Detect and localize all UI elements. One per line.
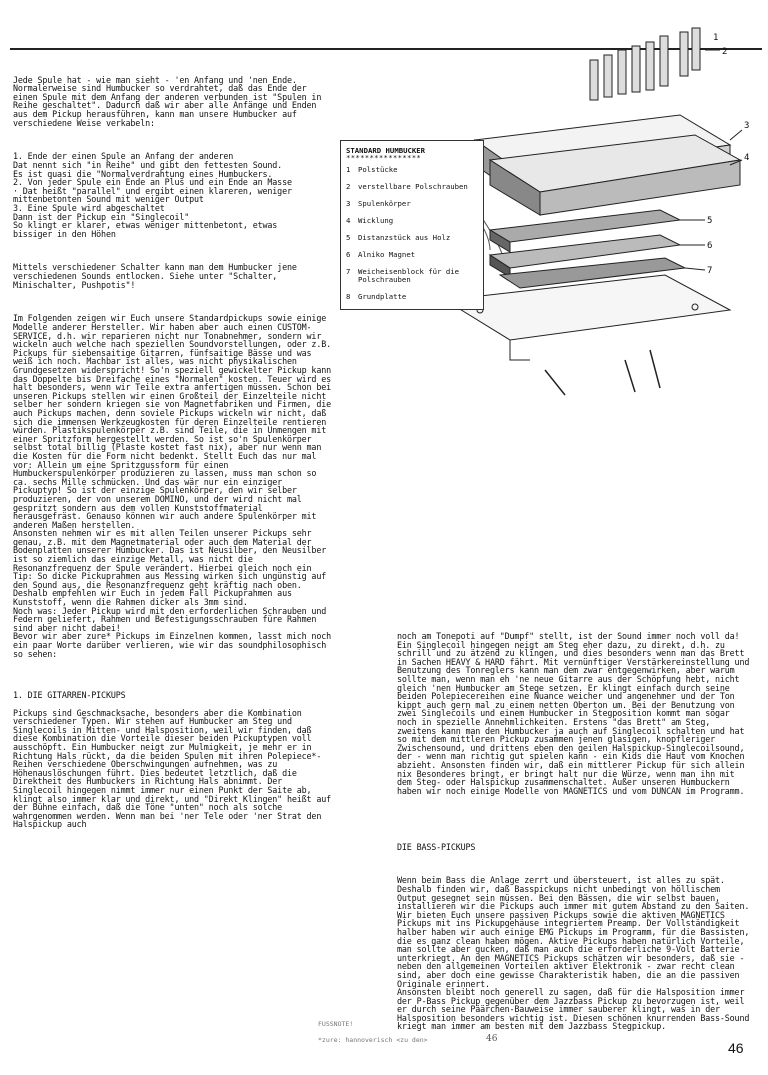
page-number: 46	[728, 1040, 744, 1056]
legend-item	[346, 268, 482, 284]
legend-item-text: Alniko Magnet	[358, 250, 416, 259]
section-bass-text: Wenn beim Bass die Anlage zerrt und übersteuert, ist alles zu spät. Deshalb finden wir, daß Basspickups nicht unbedingt von höllischem Output gesegnet sein müssen. Bei den Bässen, die wir selbst bauen, installieren wir die Pickups auch immer mit gutem Abstand zu den Saiten. Wir bieten Euch unsere passiven Pickups sowie die aktiven MAGNETICS Pickups mit ins Pickupgehäuse integriertem Preamp. Der Vollständigkeit halber haben wir auch einige EMG Pickups im Programm, für die Bassisten, die es ganz clean haben mögen. Aktive Pickups haben natürlich Vorteile, man sollte aber gucken, daß man auch die erforderliche 9-Volt Batterie unterkriegt. An den MAGNETICS Pickups schätzen wir besonders, daß sie - neben den allgemeinen Vorteilen aktiver Elektronik - zwar recht clean sind, aber doch eine gewisse Charakteristik haben, die an die passiven Originale erinnert. Ansonsten bleibt noch generell zu sagen, daß für die Halsposition immer der P-Bass Pickup gegenüber dem Jazzbass Pickup zu bevorzugen ist, weil er durch seine Päärchen-Bauweise immer sauberer klingt, was in der Halsposition besonders wichtig ist. Diesen schönen knurrenden Bass-Sound kriegt man immer am besten mit dem Jazzbass Stegpickup.	[397, 875, 750, 1032]
diagram-label-6: 6	[707, 241, 713, 251]
legend-item	[346, 251, 482, 259]
legend-item-text: Distanzstück aus Holz	[358, 233, 451, 242]
legend-item-text: verstellbare Polschrauben	[358, 182, 468, 191]
legend-title: STANDARD HUMBUCKER	[346, 146, 426, 155]
section-guitar-heading: 1. DIE GITARREN-PICKUPS	[13, 690, 126, 701]
diagram-label-4: 4	[744, 153, 750, 163]
diagram-label-7: 7	[707, 266, 713, 276]
legend-item-number: 2	[346, 182, 351, 191]
wiring-list: 1. Ende der einen Spule an Anfang der anderen Dat nennt sich "in Reihe" und gibt den fettesten Sound. Es ist quasi die "Normalverdrahtung eines Humbuckers. 2. Von jeder Spule ein Ende an Plus und ein Ende an Masse · Dat heißt "parallel" und ergibt einen klareren, weniger mittenbetonten Sound mit weniger Output 3. Eine Spule wird abgeschaltet Dann ist der Pickup ein "Singlecoil" So klingt er klarer, etwas weniger mittenbetont, etwas bissiger in den Höhen	[13, 151, 292, 239]
diagram-label-3: 3	[744, 121, 750, 131]
legend-item	[346, 217, 482, 225]
main-paragraph: Im Folgenden zeigen wir Euch unsere Standardpickups sowie einige Modelle anderer Hersteller. Wir haben aber auch einen CUSTOM-SERVICE, d.h. wir reparieren nicht nur Tonabnehmer, sondern wir wickeln auch welche nach speziellen Soundvorstellungen, oder z.B. Pickups für siebensaitige Gitarren, fünfsaitige Bässe und was weiß ich noch. Machbar ist alles, was nicht physikalischen Grundgesetzen widerspricht! So'n speziell gewickelter Pickup kann das Doppelte bis Dreifache eines "Normalen" kosten. Teuer wird es halt besonders, wenn wir Teile extra anfertigen müssen. Schon bei unseren Pickups stellen wir einen Großteil der Einzelteile nicht selber her sondern kriegen sie von Magnetfabriken und Firmen, die auch Pickups machen, denn soviele Pickups wickeln wir nicht, daß sich die immensen Werkzeugkosten für deren Einzelteile rentieren würden. Plastikspulenkörper z.B. sind Teile, die in Unmengen mit einer Spritzform hergestellt werden. So ist so'n Spulenkörper selbst total billig (Plaste kostet fast nix), aber nur wenn man die Kosten für die Form nicht bedenkt. Stellt Euch das nur mal vor: Allein um eine Spritzgussform für einen Humbuckerspulenkörper produzieren zu lassen, muss man schon so ca. sechs Mille schmücken. Und das wär nur ein einziger Pickuptyp! So ist der einzige Spulenkörper, den wir selber produzieren, der von unserem DOMINO, und der wird nicht mal gespritzt sondern aus dem vollen Kunststoffmaterial herausgefräst. Genauso können wir auch andere Spulenkörper mit anderen Maßen herstellen. Ansonsten nehmen wir es mit allen Teilen unserer Pickups sehr genau, z.B. mit dem Magnetmaterial oder auch dem Material der Bodenplatten unserer Humbucker. Das ist Neusilber, den Neusilber ist so ziemlich das einzige Metall, was nicht die Resonanzfrequenz der Spule verändert. Hierbei gleich noch ein Tip: So dicke Pickuprahmen aus Messing wirken sich ungünstig auf den Sound aus, die Resonanzfrequenz geht kräftig nach oben. Deshalb empfehlen wir Euch in jedem Fall Pickuprahmen aus Kunststoff, wenn die Rahmen dicker als 3mm sind. Noch was: Jeder Pickup wird mit den erforderlichen Schrauben und Federn geliefert, Rahmen und Befestigungsschrauben füre Rahmen sind aber nicht dabei! Bevor wir aber zure* Pickups im Einzelnen kommen, lasst mich noch ein paar Worte darüber verlieren, wie wir das soundphilosophisch so sehen:	[13, 313, 331, 659]
legend-item-text: Weicheisenblock für die Polschrauben	[358, 267, 460, 284]
intro-paragraph: Jede Spule hat - wie man sieht - 'en Anfang und 'nen Ende. Normalerweise sind Humbucker so verdrahtet, daß das Ende der einen Spule mit dem Anfang der anderen verbunden ist "Spulen in Reihe geschaltet". Dadurch daß wir aber alle Anfänge und Enden aus dem Pickup herausführen, kann man unsere Humbucker auf verschiedene Weise verkabeln:	[13, 74, 322, 128]
right-column-bass	[397, 834, 750, 1040]
legend-item	[346, 200, 482, 208]
left-column	[13, 67, 335, 837]
page-number-handwritten: 46	[486, 1034, 498, 1044]
legend-item-number: 7	[346, 267, 351, 276]
legend-item-number: 1	[346, 165, 351, 174]
legend-item-number: 5	[346, 233, 351, 242]
base-plate	[445, 275, 730, 340]
legend-item-text: Spulenkörper	[358, 199, 411, 208]
section-guitar-text: Pickups sind Geschmacksache, besonders aber die Kombination verschiedener Typen. Wir stehen auf Humbucker am Steg und Singlecoils in Mitten- und Halsposition, weil wir finden, daß diese Kombination die Vorteile dieser beiden Pickuptypen voll ausschöpft. Ein Humbucker neigt zur Mulmigkeit, je mehr er in Richtung Hals rückt, da die beiden Spulen mit ihren Polepiece*-Reihen verschiedene Oberschwingungen aufnehmen, was zu Höhenauslöschungen führt. Dies bedeutet letztlich, daß die Direktheit des Humbuckers in Richtung Hals abnimmt. Der Singlecoil hingegen nimmt immer nur einen Punkt der Saite ab, klingt also immer klar und direkt, und "Direkt Klingen" heißt auf der Bühne einfach, daß die Töne "unten" noch als solche wahrgenommen werden. Wenn man bei 'ner Tele oder 'ner Strat den Halspickup auch	[13, 707, 331, 830]
schalter-paragraph: Mittels verschiedener Schalter kann man dem Humbucker jene verschiedenen Sounds entlocken. Siehe unter "Schalter, Minischalter, Pushpotis"!	[13, 262, 297, 290]
legend-item	[346, 183, 482, 191]
bobbins	[475, 115, 740, 215]
parts-legend	[340, 140, 484, 310]
legend-item-text: Polstücke	[358, 165, 398, 174]
legend-item-text: Wicklung	[358, 216, 394, 225]
legend-item-text: Grundplatte	[358, 292, 407, 301]
legend-item	[346, 234, 482, 242]
right-column-continuation: noch am Tonepoti auf "Dumpf" stellt, ist der Sound immer noch voll da! Ein Singlecoil hingegen neigt am Steg eher dazu, zu direkt, d.h. zu schrill und zu ätzend zu klingen, und dies besonders wenn man das Brett in Sachen HEAVY & HARD fährt. Mit vernünftiger Verstärkereinstellung und Benutzung des Tonreglers kann man dem zwar entgegenwirken, aber warum sollte man, wenn man eh 'ne neue Gitarre aus der Schöpfung hebt, nicht gleich 'nen Humbucker am Stege setzen. Er klingt einfach durch seine beiden Polepiecereihen eine Nuance weicher und angenehmer und der Ton kippt auch gern mal zu einem netten Oberton um. Bei der Benutzung von zwei Singlecoils und einem Humbucker in Stegposition kommt man sogar noch in spezielle Annehmlichkeiten. Erstens "das Brett" am Steg, zweitens kann man den Humbucker ja auch auf Singlecoil schalten und hat so mit dem mittleren Pickup zusammen jenen glasigen, knopfleriger Zwischensound, und drittens eben den geilen Halspickup-Singlecoilsound, der - wenn man richtig gut spielen kann - ein Kids die Haut vom Knochen abzieht. Ansonsten finden wir, daß ein mittlerer Pickup für sich allein nix Besonderes bringt, er bringt halt nur die Würze, wenn man ihn mit dem Steg- oder Halspickup zusammenschaltet. Außer unseren Humbuckern haben wir noch einige Modelle von MAGNETICS und vom DUNCAN im Programm.	[397, 631, 750, 796]
pole-screws	[590, 28, 700, 100]
legend-item-number: 8	[346, 292, 351, 301]
legend-item	[346, 166, 482, 174]
legend-item	[346, 293, 482, 301]
legend-underline-stars: ****************	[346, 153, 422, 162]
footnote-label: FUSSNOTE!	[318, 1020, 354, 1028]
diagram-label-5: 5	[707, 216, 713, 226]
section-bass-heading: DIE BASS-PICKUPS	[397, 841, 476, 852]
legend-item-number: 6	[346, 250, 351, 259]
footnote-text: *zure: hannoverisch <zu den>	[318, 1036, 428, 1044]
legend-item-number: 4	[346, 216, 351, 225]
legend-item-number: 3	[346, 199, 351, 208]
diagram-label-2: 2	[722, 47, 728, 57]
diagram-label-1: 1	[713, 33, 719, 43]
